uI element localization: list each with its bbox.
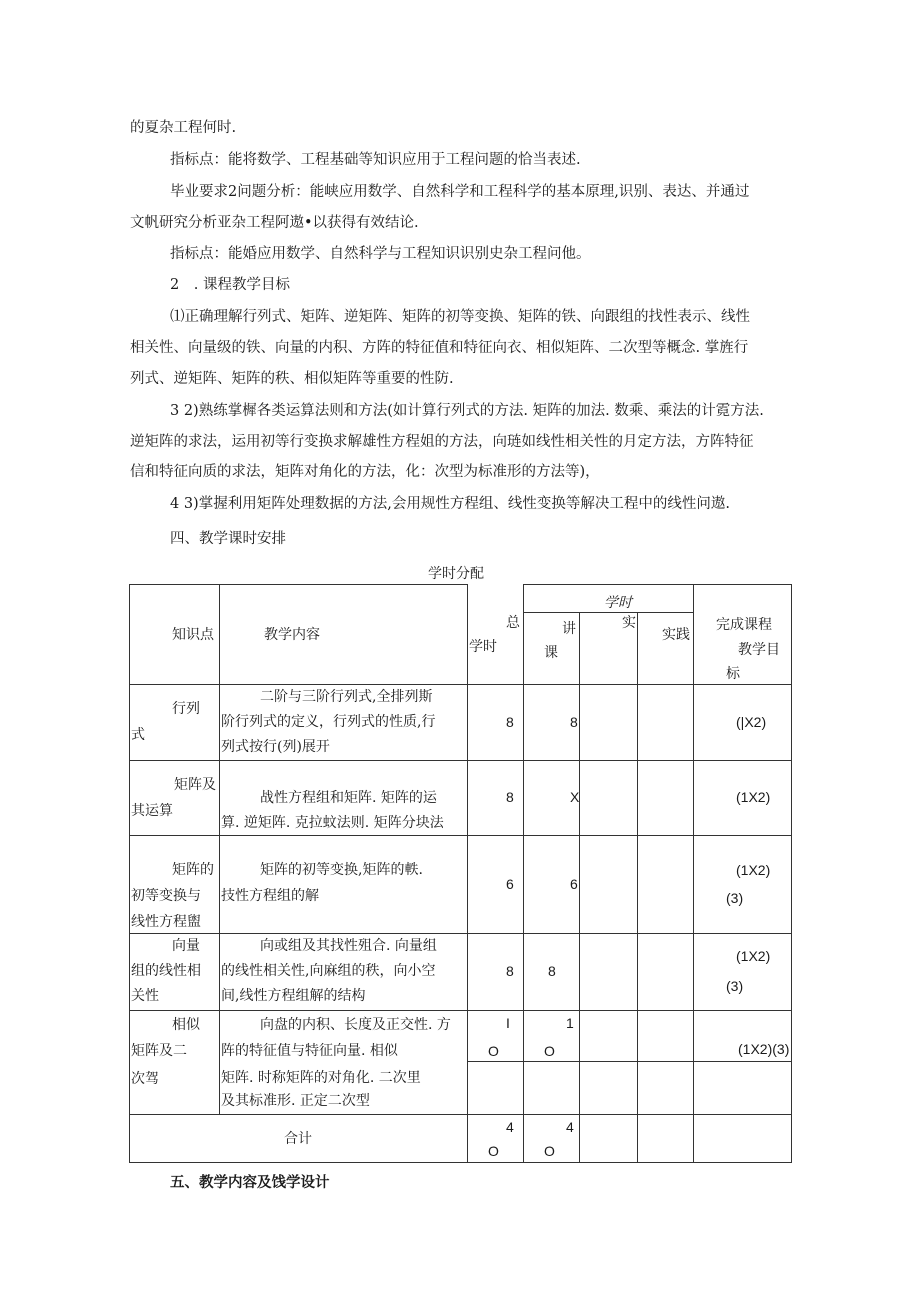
section-heading: 五、教学内容及饯学设计 [170,1175,330,1191]
row-knowledge-line: 矩阵的 [172,862,214,878]
row-lecture: 8 [548,963,556,979]
header-total-b: 学时 [469,638,497,655]
section-heading: 2 . 课程教学目标 [170,277,290,293]
row-knowledge-line: 初等变换与 [131,888,201,904]
row-content-line: 矩阵的初等变换,矩阵的軼. [260,862,423,878]
para-line: 指标点：能将数学、工程基础等知识应用于工程问题的恰当表述. [170,152,581,168]
row-content-line: 列式按行(列)展开 [221,739,330,755]
row-knowledge-line: 次驾 [131,1071,159,1087]
row-knowledge-line: 相似 [172,1017,200,1033]
para-line: ⑴正确理解行列式、矩阵、逆矩阵、矩阵的初等变换、矩阵的铁、向跟组的找性表示、线性 [170,309,750,325]
row-knowledge-line: 组的线性相 [131,963,201,979]
para-line: 4 3)掌握利用矩阵处理数据的方法,会用规性方程组、线性变换等解决工程中的线性问遨. [170,496,730,512]
header-goal-c: 标 [726,666,741,682]
header-goal [694,585,792,685]
header-goal-b: 教学目 [738,642,781,658]
sum-total-a: 4 [506,1119,514,1135]
para-line: 3 2)熟练掌樨各类运算法则和方法(如计算行列式的方法. 矩阵的加法. 数乘、乘法的计霓方法. [170,403,764,419]
header-knowledge [130,585,220,685]
para-line: 逆矩阵的求法，运用初等行变换求解雄性方程姐的方法，向琏如线性相关性的月定方法，方阵特征 [130,434,754,450]
header-knowledge-label: 知识点 [172,627,214,643]
table-row [130,1062,792,1115]
table-caption: 学时分配 [428,566,484,582]
row-lecture: X [570,789,580,805]
para-line: 相关性、向量级的铁、向量的内积、方阵的特征值和特征向衣、相似矩阵、二次型等概念. 掌旌行 [130,340,749,356]
row-content-line: 向或组及其找性殂合. 向量组 [260,938,437,954]
table-sum-row [130,1115,792,1163]
header-hours [524,585,694,613]
header-lab-label: 实 [622,615,636,631]
row-lecture-b: O [544,1043,555,1059]
header-lecture-b: 课 [544,645,558,661]
row-content-line: 矩阵. 时称矩阵的对角化. 二次里 [221,1069,421,1086]
row-total: 6 [506,876,514,892]
header-practice [638,613,694,685]
header-lecture [524,613,580,685]
row-content-line: 算. 逆矩阵. 克拉蚊法则. 矩阵分块法 [221,815,444,831]
row-content-line: 二阶与三阶行列式,全排列斯 [260,689,433,705]
header-lab [580,613,638,685]
table-row [130,685,792,761]
row-content-line: 的线性相关性,向麻组的秩，向小空 [221,963,436,979]
header-total [468,585,524,685]
row-goal: (1X2)(3) [738,1041,790,1057]
row-knowledge-line: 式 [131,727,145,743]
row-content-line: 间,线性方程组解的结构 [221,988,366,1004]
row-goal-extra: (3) [726,978,744,994]
row-knowledge-line: 向量 [172,938,200,954]
row-total-a: I [506,1015,510,1031]
row-knowledge-line: 矩阵及二 [131,1043,187,1059]
row-content-line: 及其标准形. 正定二次型 [221,1092,370,1109]
sum-total-b: O [488,1143,499,1159]
header-total-a: 总 [506,614,520,631]
header-practice-label: 实践 [662,627,690,643]
para-line: 毕业要求2问题分析：能峡应用数学、自然科学和工程科学的基本原理,识别、表达、并通过 [170,184,750,200]
row-total: 8 [506,963,514,979]
row-content-line: 战性方程组和矩阵. 矩阵的运 [260,790,437,806]
header-lecture-a: 讲 [562,621,576,637]
table-row [130,836,792,934]
sum-lecture-a: 4 [566,1119,574,1135]
row-goal: (1X2) [736,789,771,805]
table-header-row [130,585,792,613]
row-lecture-a: 1 [566,1015,574,1031]
row-goal: (1X2) [736,862,771,878]
sum-lecture-b: O [544,1143,555,1159]
schedule-table [129,584,792,1163]
para-line: 文帆研究分析亚杂工程阿遨•以获得有效结论. [130,215,419,231]
header-content-label: 教学内容 [264,627,320,643]
row-lecture: 8 [570,714,578,730]
row-goal-extra: (3) [726,890,744,906]
section-heading: 四、教学课时安排 [170,531,286,547]
para-line: 的夏杂工程何时. [130,120,237,136]
header-content [220,585,468,685]
row-knowledge-line: 其运算 [131,803,173,819]
header-goal-a: 完成课程 [716,617,773,633]
row-lecture: 6 [570,876,578,892]
row-total: 8 [506,714,514,730]
row-content-line: 向盘的内积、长度及正交性. 方 [260,1017,451,1033]
para-line: 指标点：能婚应用数学、自然科学与工程知识识别史杂工程问他。 [170,246,591,262]
row-knowledge-line: 关性 [131,988,159,1004]
row-total-b: O [488,1043,499,1059]
row-knowledge-line: 矩阵及 [174,777,216,793]
table-row [130,1011,792,1062]
sum-label: 合计 [284,1131,312,1147]
para-line: 列式、逆矩阵、矩阵的秩、相似矩阵等重要的性防. [130,371,454,387]
row-knowledge-line: 行列 [172,701,200,717]
para-line: 信和特征向质的求法，矩阵对角化的方法，化：次型为标准形的方法等)， [130,464,600,480]
header-hours-label: 学时 [604,595,632,611]
row-knowledge-line: 线性方程盥 [131,914,201,930]
row-total: 8 [506,789,514,805]
row-goal: (|X2) [736,714,767,730]
table-row [130,761,792,836]
row-content-line: 阶行列式的定义，行列式的性质,行 [221,714,436,730]
row-content-line: 阵的特征值与特征向量. 相似 [221,1043,398,1059]
row-content-line: 技性方程组的解 [221,888,319,904]
row-goal: (1X2) [736,948,771,964]
table-row [130,934,792,1011]
